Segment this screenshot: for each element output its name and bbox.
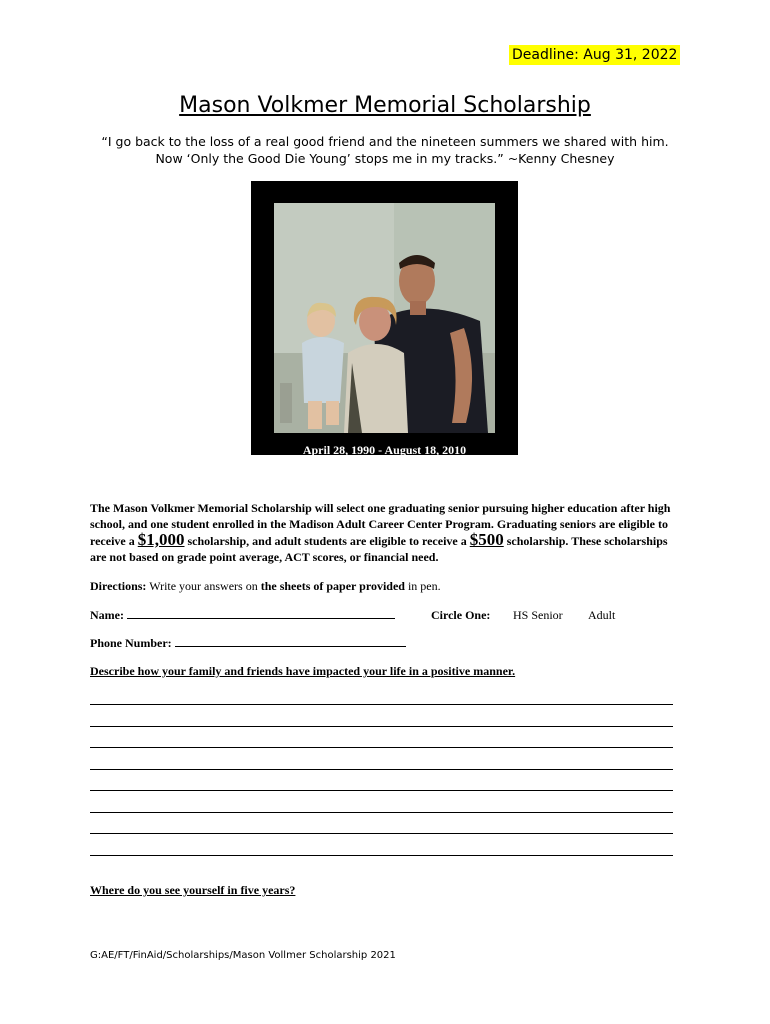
senior-amount: $1,000: [137, 530, 185, 549]
directions: [90, 578, 441, 594]
name-label: Name:: [90, 608, 127, 622]
intro-text-1: The Mason Volkmer Memorial Scholarship will select one graduating senior pursuing higher education after high school, and one student enrolled in the Madison Adult Career Center Program. Graduating seniors are eligible to receive a: [90, 501, 671, 548]
option-hs-senior[interactable]: HS Senior: [513, 608, 563, 622]
phone-label: Phone Number:: [90, 636, 175, 650]
photo-caption: April 28, 1990 - August 18, 2010: [302, 443, 467, 457]
answer-line[interactable]: [90, 855, 673, 856]
adult-amount: $500: [469, 530, 504, 549]
question-2: Where do you see yourself in five years?: [90, 883, 296, 897]
directions-text-2: in pen.: [404, 579, 441, 593]
page-title: Mason Volkmer Memorial Scholarship: [179, 93, 591, 118]
intro-text-2: scholarship, and adult students are eligible to receive a: [184, 534, 470, 548]
answer-line[interactable]: [90, 704, 673, 705]
intro-text-3: scholarship. These scholarships are not based on grade point average, ACT scores, or financial need.: [90, 534, 668, 564]
memorial-photo: [274, 203, 495, 433]
quote-line-1: “I go back to the loss of a real good friend and the nineteen summers we shared with him.: [101, 134, 669, 149]
answer-line[interactable]: [90, 726, 673, 727]
deadline-badge: Deadline: Aug 31, 2022: [509, 45, 680, 65]
answer-line[interactable]: [90, 833, 673, 834]
phone-row: [90, 635, 406, 651]
directions-emphasis: the sheets of paper provided: [260, 579, 405, 593]
intro-paragraph: [90, 500, 680, 565]
quote: [70, 133, 700, 167]
footer-path: G:AE/FT/FinAid/Scholarships/Mason Vollmer Scholarship 2021: [90, 950, 396, 961]
answer-lines: [90, 704, 673, 876]
quote-line-2: Now ‘Only the Good Die Young’ stops me in my tracks.” ~Kenny Chesney: [155, 151, 615, 166]
directions-text-1: Write your answers on: [146, 579, 261, 593]
circle-one-label: Circle One:: [431, 608, 491, 622]
option-adult[interactable]: Adult: [588, 608, 616, 622]
answer-line[interactable]: [90, 769, 673, 770]
phone-field[interactable]: [175, 635, 406, 647]
name-field[interactable]: [127, 607, 395, 619]
directions-label: Directions:: [90, 579, 147, 593]
question-1: Describe how your family and friends have impacted your life in a positive manner.: [90, 664, 516, 678]
answer-line[interactable]: [90, 747, 673, 748]
answer-line[interactable]: [90, 812, 673, 813]
answer-line[interactable]: [90, 790, 673, 791]
name-row: [90, 607, 690, 623]
